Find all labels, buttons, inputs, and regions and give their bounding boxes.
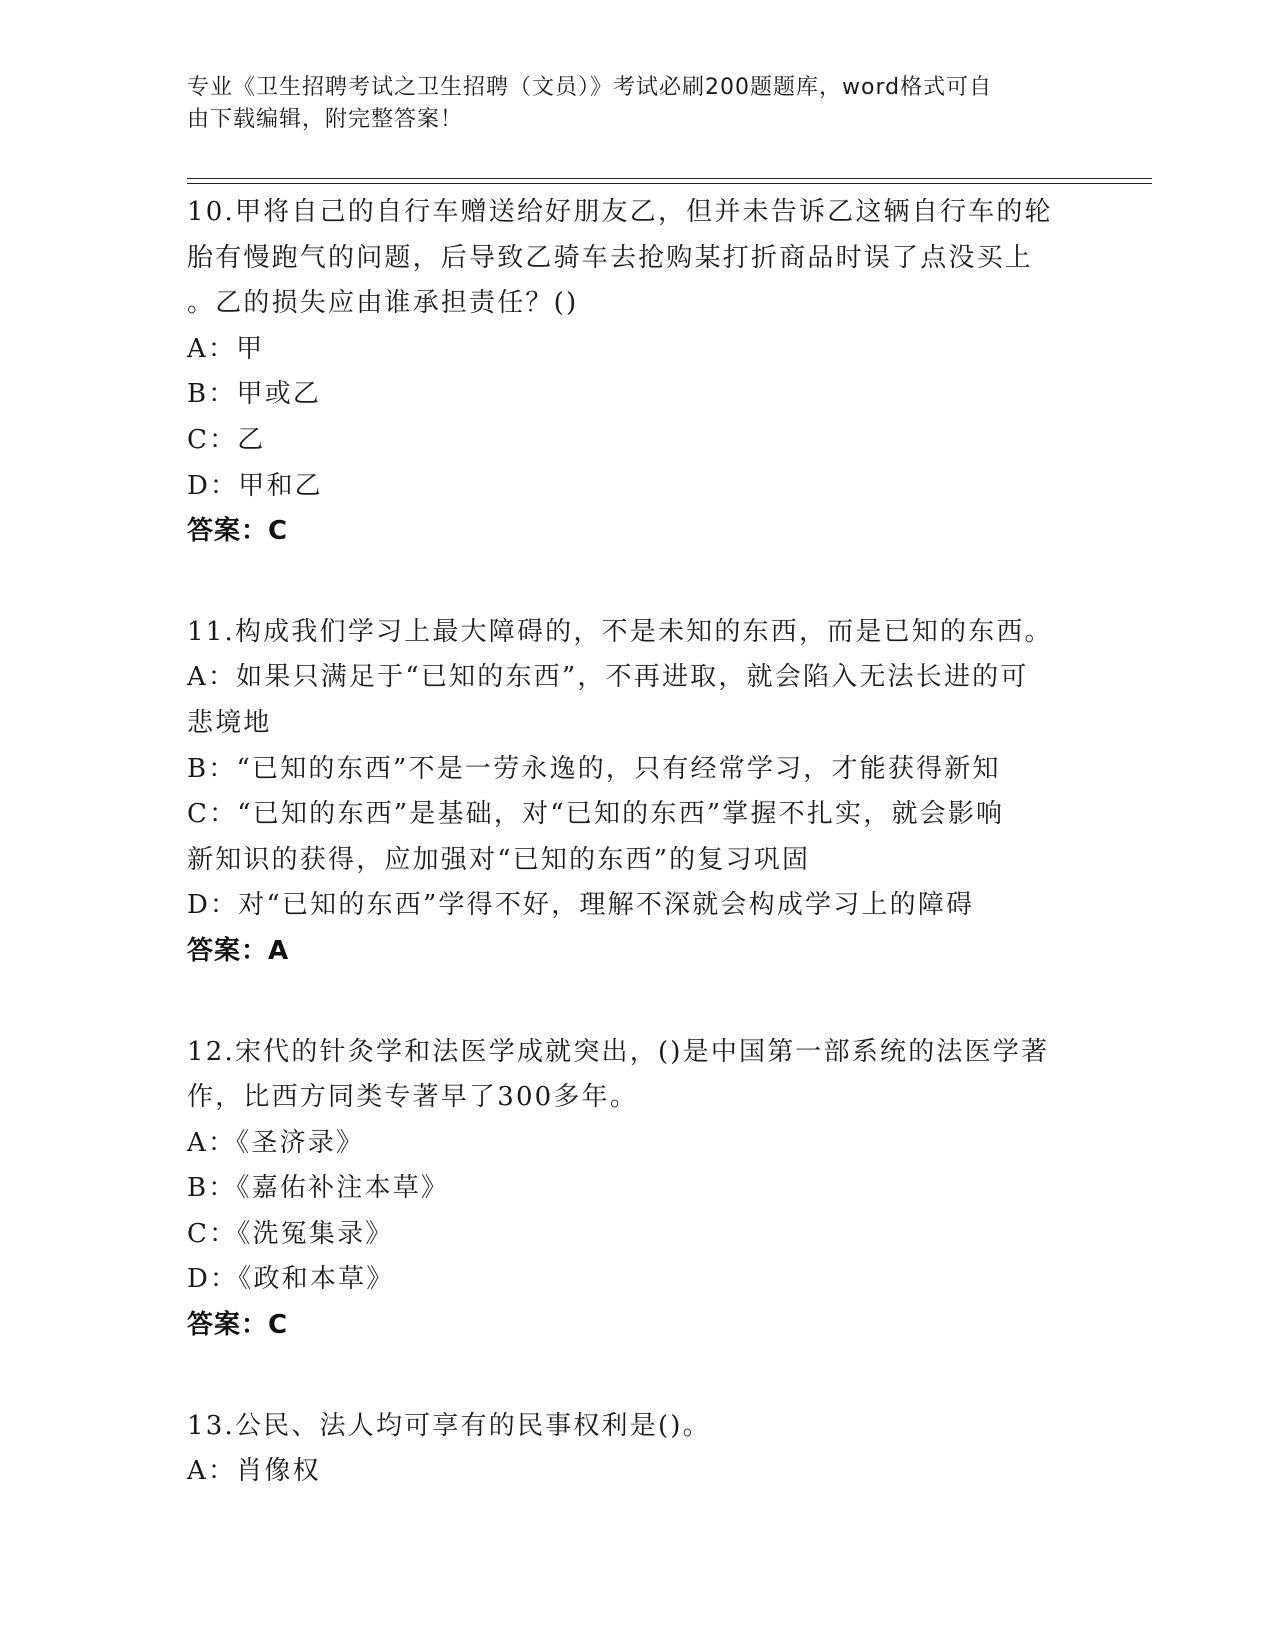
option-line: 悲境地 (187, 707, 272, 738)
question-stem-line: 胎有慢跑气的问题，后导致乙骑车去抢购某打折商品时误了点没买上 (187, 242, 1034, 273)
question-list (187, 190, 1087, 1550)
question-block (187, 190, 1087, 555)
question-stem-line: 作，比西方同类专著早了300多年。 (187, 1082, 639, 1113)
question-stem-line: 11.构成我们学习上最大障碍的，不是未知的东西，而是已知的东西。 (187, 616, 1053, 647)
option-line: C：“已知的东西”是基础，对“已知的东西”掌握不扎实，就会影响 (187, 799, 1005, 830)
answer-line: 答案：A (187, 935, 290, 966)
document-header (187, 72, 1067, 136)
option-line: D：甲和乙 (187, 470, 323, 501)
header-divider-top (187, 178, 1152, 179)
option-line: D：《政和本草》 (187, 1264, 395, 1295)
question-block (187, 1030, 1087, 1349)
option-line: B：《嘉佑补注本草》 (187, 1173, 450, 1204)
question-stem-line: 10.甲将自己的自行车赠送给好朋友乙，但并未告诉乙这辆自行车的轮 (187, 197, 1053, 227)
option-line: C：乙 (187, 424, 266, 455)
option-line: A：《圣济录》 (187, 1127, 365, 1158)
question-stem-line: 13.公民、法人均可享有的民事权利是()。 (187, 1410, 711, 1441)
question-block (187, 1404, 1087, 1495)
option-line: A：甲 (187, 333, 265, 364)
header-line-1: 专业《卫生招聘考试之卫生招聘（文员）》考试必刷200题题库，word格式可自 (187, 75, 993, 100)
header-line-2: 由下载编辑，附完整答案！ (187, 107, 464, 132)
header-divider-bottom (187, 183, 1152, 184)
option-line: A：肖像权 (187, 1456, 321, 1487)
question-stem-line: 。乙的损失应由谁承担责任？() (187, 288, 579, 319)
question-stem-line: 12.宋代的针灸学和法医学成就突出，()是中国第一部系统的法医学著 (187, 1036, 1050, 1067)
answer-line: 答案：C (187, 1310, 289, 1341)
option-line: B：“已知的东西”不是一劳永逸的，只有经常学习，才能获得新知 (187, 753, 1001, 784)
option-line: A：如果只满足于“已知的东西”，不再进取，就会陷入无法长进的可 (187, 662, 1029, 693)
question-block (187, 610, 1087, 975)
option-line: 新知识的获得，应加强对“已知的东西”的复习巩固 (187, 844, 811, 875)
option-line: C：《洗冤集录》 (187, 1218, 394, 1249)
option-line: D：对“已知的东西”学得不好，理解不深就会构成学习上的障碍 (187, 890, 975, 921)
answer-line: 答案：C (187, 516, 289, 547)
option-line: B：甲或乙 (187, 379, 322, 410)
